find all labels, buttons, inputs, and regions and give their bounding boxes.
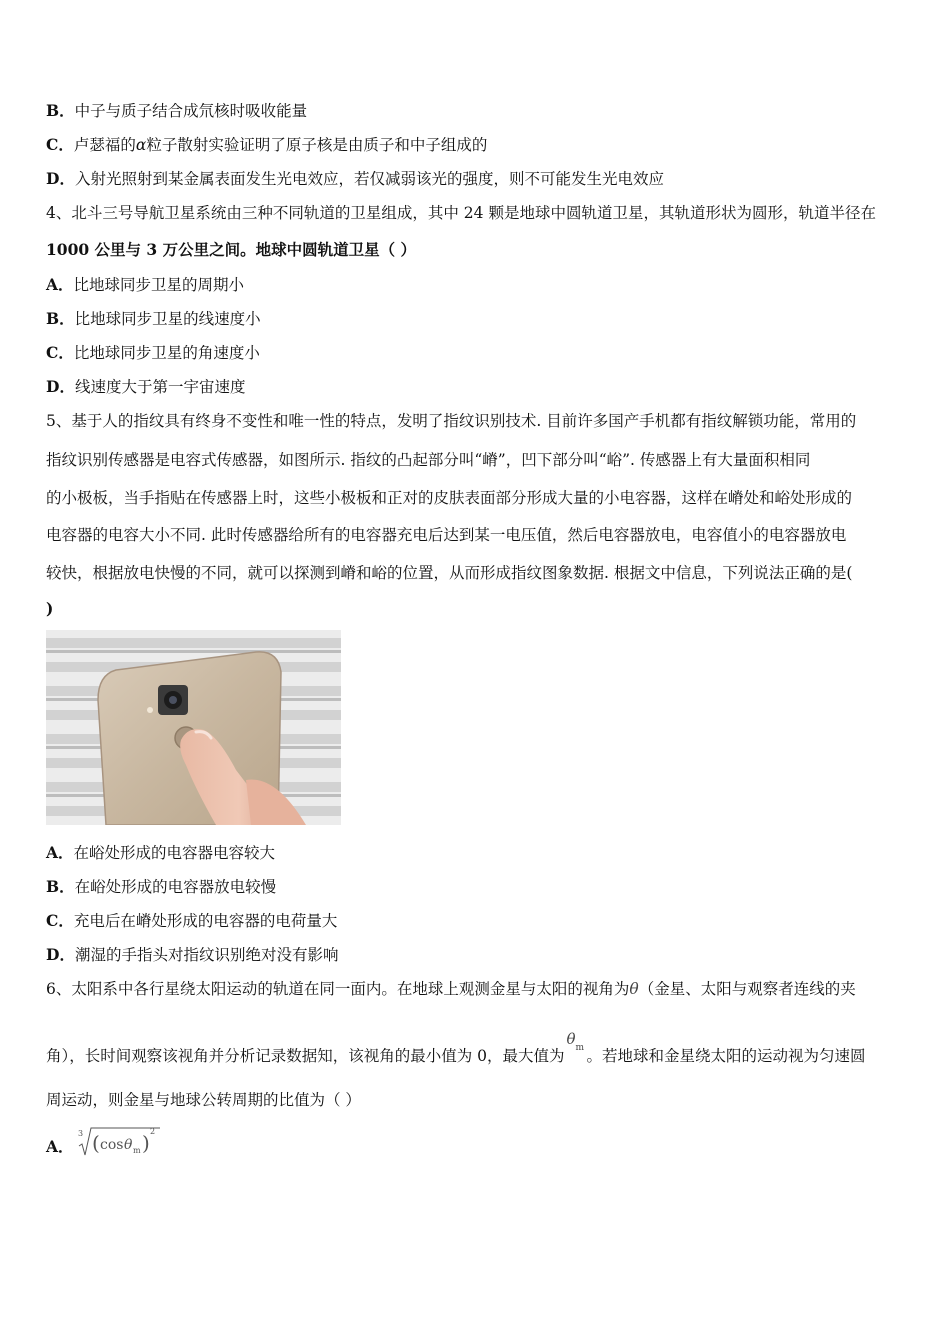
q5-stem-line-1: 5、基于人的指纹具有终身不变性和唯一性的特点，发明了指纹识别技术. 目前许多国产手机都有指纹解锁功能，常用的 [46,412,857,430]
q4-stem-line-2: 1000 公里与 3 万公里之间。地球中圆轨道卫星（ ） [46,240,417,259]
option-letter: A． [46,275,74,294]
stem-text-post: 。若地球和金星绕太阳的运动视为匀速圆 [586,1047,866,1065]
option-text: 在峪处形成的电容器电容较大 [73,844,276,862]
q3-option-d [46,169,908,189]
option-letter: A． [46,843,74,862]
q4-option-c [46,343,908,363]
right-paren: ) [142,1131,150,1155]
theta-max-symbol [565,1030,587,1061]
q5-option-d [46,945,908,965]
stem-text-pre: 角），长时间观察该视角并分析记录数据知，该视角的最小值为 0，最大值为 [46,1047,565,1065]
q5-stem-line-5: 较快，根据放电快慢的不同，就可以探测到嵴和峪的位置，从而形成指纹图象数据. 根据文中信息，下列说法正确的是( [46,564,853,582]
q3-option-b [46,101,908,121]
option-letter: C． [46,135,74,154]
option-text: 比地球同步卫星的周期小 [73,276,245,294]
left-paren: ( [92,1131,100,1155]
option-letter: B． [46,101,75,120]
option-letter: B． [46,309,75,328]
q5-stem-line-6: ) [46,599,54,618]
option-text: 潮湿的手指头对指纹识别绝对没有影响 [74,946,339,964]
exponent: 2 [150,1127,156,1136]
q6-stem-line-1 [46,979,908,999]
option-text: 线速度大于第一宇宙速度 [74,378,246,396]
q5-stem-line-2: 指纹识别传感器是电容式传感器，如图所示. 指纹的凸起部分叫“嵴”，凹下部分叫“峪”. 传感器上有大量面积相同 [46,451,811,469]
theta-symbol: θ [629,980,639,998]
option-letter: D． [46,945,75,964]
option-text: 在峪处形成的电容器放电较慢 [74,878,277,896]
q6-stem-line-2 [46,1030,908,1066]
option-text-pre: 卢瑟福的 [73,136,136,154]
option-text: 中子与质子结合成氘核时吸收能量 [74,102,308,120]
option-letter: A． [46,1137,74,1156]
option-letter: D． [46,169,75,188]
option-text: 比地球同步卫星的线速度小 [74,310,261,328]
theta-symbol: θ [124,1137,133,1153]
q5-option-a [46,843,908,863]
option-text: 比地球同步卫星的角速度小 [73,344,260,362]
option-text: 入射光照射到某金属表面发生光电效应，若仅减弱该光的强度，则不可能发生光电效应 [74,170,664,188]
fingerprint-phone-photo [46,630,341,825]
option-letter: C． [46,343,74,362]
q6-option-a-letter [46,1137,76,1157]
option-letter: B． [46,877,75,896]
stem-text-pre: 6、太阳系中各行星绕太阳运动的轨道在同一面内。在地球上观测金星与太阳的视角为 [46,980,630,998]
q4-option-a [46,275,908,295]
alpha-symbol: α [135,136,147,154]
q6-option-a-formula [78,1124,168,1164]
option-letter: D． [46,377,75,396]
q6-stem-line-3: 周运动，则金星与地球公转周期的比值为（ ） [46,1091,361,1109]
q3-option-c [46,135,908,155]
q5-option-c [46,911,908,931]
theta-m-subscript: m [575,1043,585,1053]
cos-text: cos [100,1137,124,1153]
option-text-post: 粒子散射实验证明了原子核是由质子和中子组成的 [146,136,488,154]
stem-text-post: （金星、太阳与观察者连线的夹 [638,980,856,998]
option-letter: C． [46,911,74,930]
q5-stem-line-3: 的小极板，当手指贴在传感器上时，这些小极板和正对的皮肤表面部分形成大量的小电容器，这样在嵴处和峪处形成的 [46,489,853,507]
q4-option-d [46,377,908,397]
q4-option-b [46,309,908,329]
option-text: 充电后在嵴处形成的电容器的电荷量大 [73,912,338,930]
root-index: 3 [78,1129,84,1138]
q4-stem-line-1: 4、北斗三号导航卫星系统由三种不同轨道的卫星组成，其中 24 颗是地球中圆轨道卫星，其轨道形状为圆形，轨道半径在 [46,204,876,222]
theta-m-theta: θ [566,1030,576,1048]
theta-subscript: m [133,1146,141,1155]
q5-option-b [46,877,908,897]
q5-stem-line-4: 电容器的电容大小不同. 此时传感器给所有的电容器充电后达到某一电压值，然后电容器放电，电容值小的电容器放电 [46,526,847,544]
